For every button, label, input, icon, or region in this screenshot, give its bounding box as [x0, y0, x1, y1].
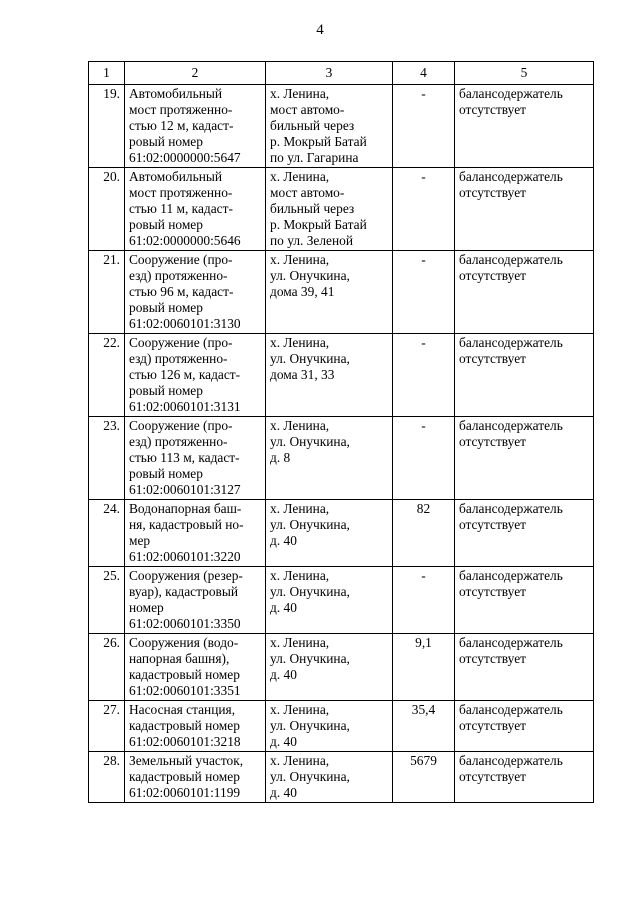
balance-holder-line: балансодержатель: [459, 702, 563, 717]
object-name-cell: [125, 701, 266, 752]
balance-holder-line: отсутствует: [459, 102, 526, 117]
object-name-line: стью 96 м, кадаст-: [129, 284, 234, 299]
object-name-line: езд) протяженно-: [129, 268, 228, 283]
balance-holder-line: балансодержатель: [459, 169, 563, 184]
balance-holder-line: отсутствует: [459, 584, 526, 599]
table-row: [89, 85, 594, 168]
object-address-line: х. Ленина,: [270, 86, 330, 101]
object-address-line: р. Мокрый Батай: [270, 134, 367, 149]
object-name-line: стью 113 м, кадаст-: [129, 450, 240, 465]
object-address-line: д. 8: [270, 450, 291, 465]
table-row: [89, 634, 594, 701]
object-address-cell: [266, 634, 393, 701]
object-address-line: бильный через: [270, 201, 355, 216]
object-value-cell: 5679: [393, 752, 455, 803]
object-address-line: х. Ленина,: [270, 501, 330, 516]
object-value-cell: 82: [393, 500, 455, 567]
object-name-line: Сооружения (водо-: [129, 635, 239, 650]
table-row: [89, 752, 594, 803]
balance-holder-cell: [455, 251, 594, 334]
object-name-line: 61:02:0060101:3350: [129, 616, 241, 631]
row-number-cell: 27.: [89, 701, 125, 752]
balance-holder-line: отсутствует: [459, 268, 526, 283]
row-number-cell: 20.: [89, 168, 125, 251]
object-name-line: напорная башня),: [129, 651, 230, 666]
object-name-cell: [125, 634, 266, 701]
object-address-cell: [266, 168, 393, 251]
object-name-cell: [125, 251, 266, 334]
page-number: 4: [316, 22, 324, 38]
object-name-line: Сооружение (про-: [129, 335, 233, 350]
object-address-line: д. 40: [270, 600, 297, 615]
object-name-line: 61:02:0000000:5646: [129, 233, 241, 248]
object-address-line: р. Мокрый Батай: [270, 217, 367, 232]
object-name-cell: [125, 500, 266, 567]
balance-holder-cell: [455, 168, 594, 251]
object-name-line: 61:02:0060101:3130: [129, 316, 241, 331]
object-address-line: мост автомо-: [270, 185, 345, 200]
row-number-cell: 21.: [89, 251, 125, 334]
table-row: [89, 567, 594, 634]
object-address-line: ул. Онучкина,: [270, 268, 350, 283]
object-address-cell: [266, 567, 393, 634]
object-value-cell: -: [393, 417, 455, 500]
balance-holder-line: отсутствует: [459, 718, 526, 733]
object-address-line: д. 40: [270, 785, 297, 800]
object-name-line: Сооружение (про-: [129, 418, 233, 433]
object-value-cell: -: [393, 334, 455, 417]
object-name-line: Автомобильный: [129, 86, 223, 101]
object-name-line: 61:02:0060101:3351: [129, 683, 241, 698]
object-name-cell: [125, 752, 266, 803]
object-name-line: стью 12 м, кадаст-: [129, 118, 234, 133]
object-address-line: ул. Онучкина,: [270, 651, 350, 666]
object-address-cell: [266, 701, 393, 752]
object-name-line: езд) протяженно-: [129, 351, 228, 366]
row-number-cell: 24.: [89, 500, 125, 567]
object-name-cell: [125, 567, 266, 634]
object-address-line: дома 31, 33: [270, 367, 335, 382]
balance-holder-cell: [455, 701, 594, 752]
object-address-line: по ул. Гагарина: [270, 150, 359, 165]
balance-holder-cell: [455, 500, 594, 567]
balance-holder-line: балансодержатель: [459, 635, 563, 650]
object-address-cell: [266, 500, 393, 567]
object-address-line: х. Ленина,: [270, 753, 330, 768]
object-name-line: Сооружение (про-: [129, 252, 233, 267]
column-header-2: 2: [125, 62, 266, 85]
row-number-cell: 23.: [89, 417, 125, 500]
object-address-line: ул. Онучкина,: [270, 517, 350, 532]
object-name-cell: [125, 334, 266, 417]
object-value-cell: -: [393, 251, 455, 334]
object-name-line: стью 11 м, кадаст-: [129, 201, 233, 216]
table-row: [89, 701, 594, 752]
balance-holder-line: балансодержатель: [459, 501, 563, 516]
balance-holder-cell: [455, 634, 594, 701]
object-name-cell: [125, 417, 266, 500]
object-address-line: мост автомо-: [270, 102, 345, 117]
object-name-line: стью 126 м, кадаст-: [129, 367, 241, 382]
balance-holder-line: балансодержатель: [459, 335, 563, 350]
object-value-cell: 9,1: [393, 634, 455, 701]
column-header-3: 3: [266, 62, 393, 85]
object-address-line: ул. Онучкина,: [270, 584, 350, 599]
object-value-cell: -: [393, 567, 455, 634]
balance-holder-cell: [455, 567, 594, 634]
object-name-line: Земельный участок,: [129, 753, 244, 768]
object-name-line: кадастровый номер: [129, 667, 240, 682]
balance-holder-line: отсутствует: [459, 769, 526, 784]
object-address-line: ул. Онучкина,: [270, 351, 350, 366]
table-row: [89, 417, 594, 500]
object-address-line: д. 40: [270, 734, 297, 749]
object-address-cell: [266, 251, 393, 334]
object-name-line: ровый номер: [129, 466, 203, 481]
object-name-line: 61:02:0000000:5647: [129, 150, 241, 165]
object-name-line: мост протяженно-: [129, 185, 233, 200]
object-address-cell: [266, 85, 393, 168]
table-row: [89, 168, 594, 251]
property-registry-table: [88, 61, 594, 803]
object-address-line: д. 40: [270, 533, 297, 548]
object-name-line: ровый номер: [129, 217, 203, 232]
object-name-line: ровый номер: [129, 300, 203, 315]
object-address-line: х. Ленина,: [270, 568, 330, 583]
balance-holder-line: балансодержатель: [459, 86, 563, 101]
object-address-line: х. Ленина,: [270, 335, 330, 350]
object-name-line: 61:02:0060101:3127: [129, 482, 241, 497]
balance-holder-cell: [455, 417, 594, 500]
object-name-line: кадастровый номер: [129, 718, 240, 733]
balance-holder-cell: [455, 752, 594, 803]
row-number-cell: 19.: [89, 85, 125, 168]
column-header-1: 1: [89, 62, 125, 85]
object-name-line: мост протяженно-: [129, 102, 233, 117]
balance-holder-line: отсутствует: [459, 351, 526, 366]
object-address-line: бильный через: [270, 118, 355, 133]
object-address-cell: [266, 417, 393, 500]
object-name-line: ня, кадастровый но-: [129, 517, 244, 532]
balance-holder-line: балансодержатель: [459, 252, 563, 267]
object-name-cell: [125, 168, 266, 251]
object-name-line: кадастровый номер: [129, 769, 240, 784]
object-name-line: номер: [129, 600, 164, 615]
object-address-cell: [266, 752, 393, 803]
column-header-5: 5: [455, 62, 594, 85]
object-name-line: Сооружения (резер-: [129, 568, 243, 583]
object-value-cell: -: [393, 168, 455, 251]
object-name-line: 61:02:0060101:3131: [129, 399, 241, 414]
row-number-cell: 22.: [89, 334, 125, 417]
column-header-4: 4: [393, 62, 455, 85]
table-row: [89, 251, 594, 334]
object-address-cell: [266, 334, 393, 417]
row-number-cell: 25.: [89, 567, 125, 634]
object-address-line: д. 40: [270, 667, 297, 682]
object-address-line: ул. Онучкина,: [270, 718, 350, 733]
object-name-line: 61:02:0060101:3218: [129, 734, 241, 749]
balance-holder-line: отсутствует: [459, 651, 526, 666]
object-name-line: 61:02:0060101:3220: [129, 549, 241, 564]
object-address-line: х. Ленина,: [270, 418, 330, 433]
object-address-line: по ул. Зеленой: [270, 233, 353, 248]
row-number-cell: 26.: [89, 634, 125, 701]
object-name-line: 61:02:0060101:1199: [129, 785, 241, 800]
object-address-line: х. Ленина,: [270, 702, 330, 717]
object-name-cell: [125, 85, 266, 168]
balance-holder-line: отсутствует: [459, 434, 526, 449]
object-name-line: Водонапорная баш-: [129, 501, 242, 516]
object-name-line: езд) протяженно-: [129, 434, 228, 449]
object-address-line: ул. Онучкина,: [270, 434, 350, 449]
object-address-line: ул. Онучкина,: [270, 769, 350, 784]
table-body: [89, 85, 594, 803]
balance-holder-cell: [455, 85, 594, 168]
balance-holder-cell: [455, 334, 594, 417]
table-row: [89, 334, 594, 417]
object-address-line: дома 39, 41: [270, 284, 335, 299]
object-address-line: х. Ленина,: [270, 252, 330, 267]
object-name-line: мер: [129, 533, 151, 548]
object-name-line: Насосная станция,: [129, 702, 236, 717]
object-address-line: х. Ленина,: [270, 635, 330, 650]
object-name-line: ровый номер: [129, 383, 203, 398]
row-number-cell: 28.: [89, 752, 125, 803]
table-header-row: [89, 62, 594, 85]
balance-holder-line: отсутствует: [459, 185, 526, 200]
object-name-line: ровый номер: [129, 134, 203, 149]
balance-holder-line: балансодержатель: [459, 753, 563, 768]
object-value-cell: 35,4: [393, 701, 455, 752]
object-value-cell: -: [393, 85, 455, 168]
object-name-line: Автомобильный: [129, 169, 223, 184]
balance-holder-line: отсутствует: [459, 517, 526, 532]
table-row: [89, 500, 594, 567]
object-name-line: вуар), кадастровый: [129, 584, 239, 599]
object-address-line: х. Ленина,: [270, 169, 330, 184]
balance-holder-line: балансодержатель: [459, 418, 563, 433]
balance-holder-line: балансодержатель: [459, 568, 563, 583]
